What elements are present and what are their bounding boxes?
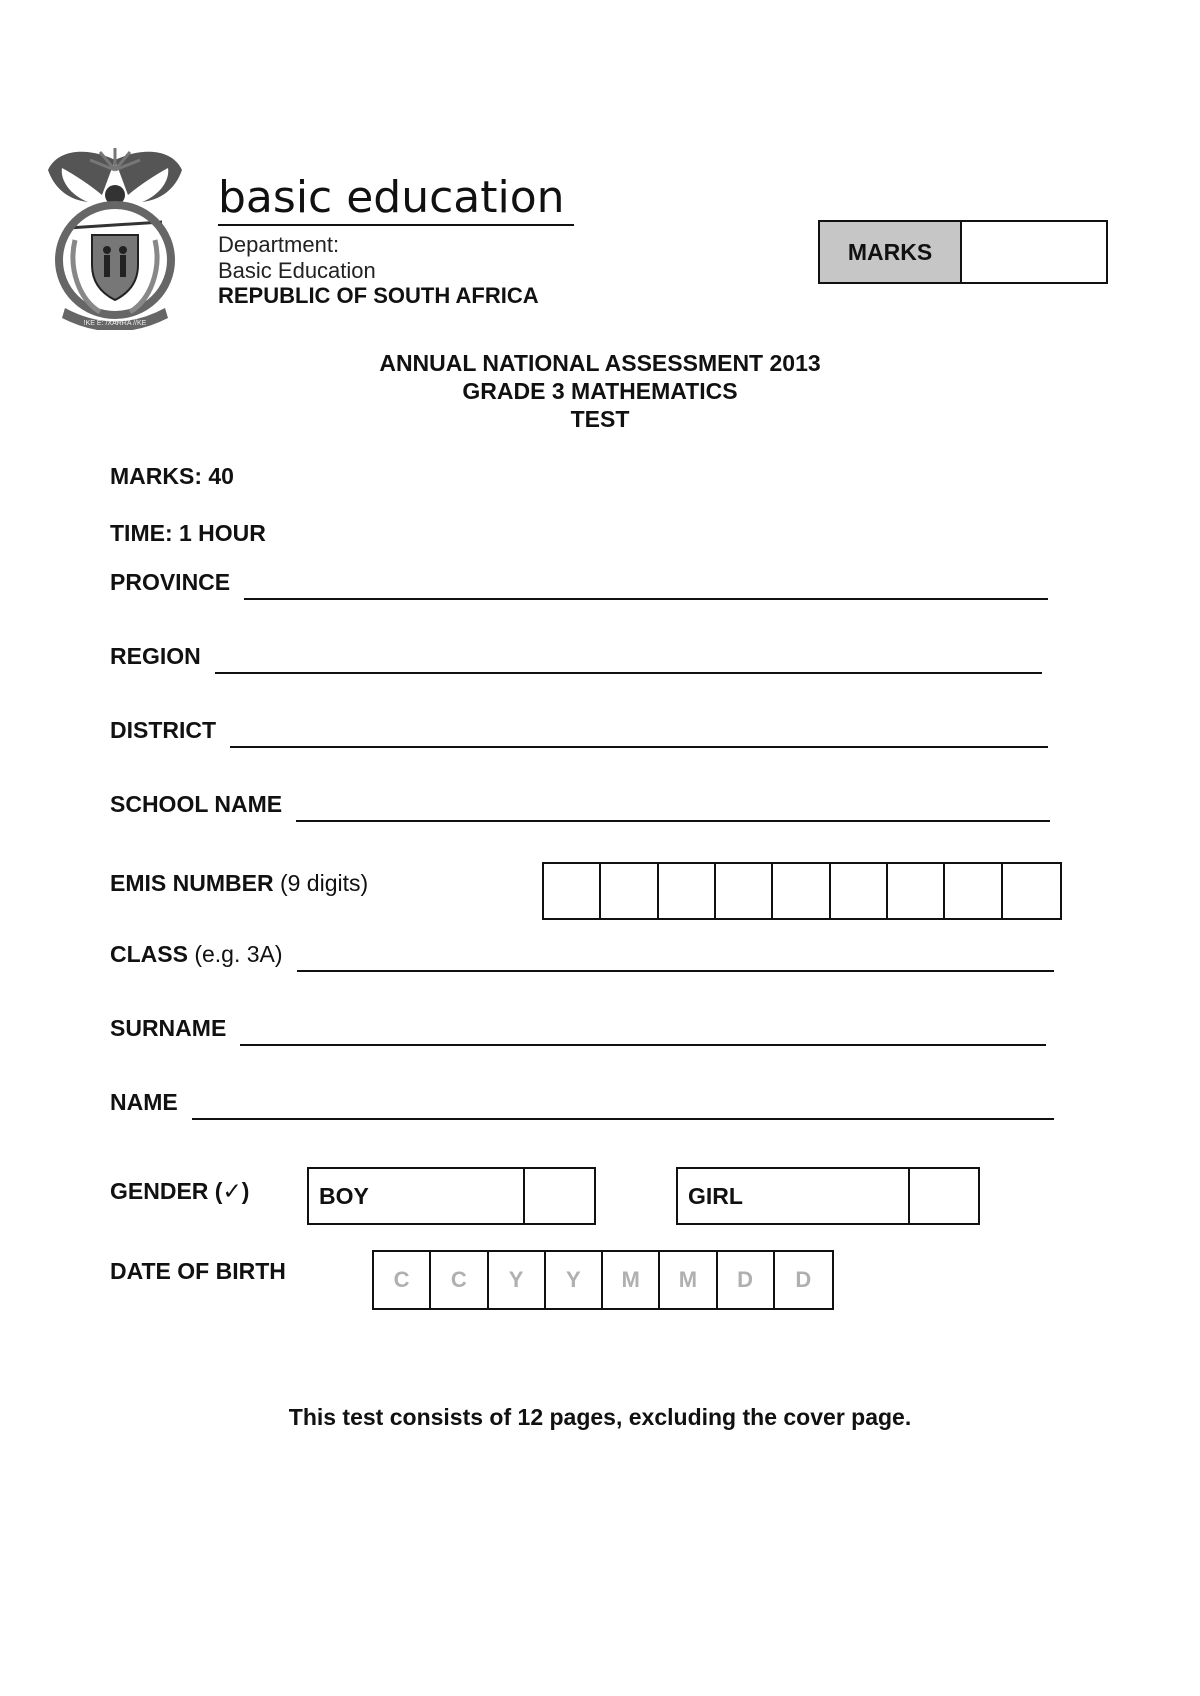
name-field [110, 1080, 1054, 1120]
school-name-label: SCHOOL NAME [110, 791, 283, 817]
time-allowed: TIME: 1 HOUR [110, 520, 266, 546]
assessment-title: ANNUAL NATIONAL ASSESSMENT 2013 [379, 350, 821, 376]
class-label-main: CLASS [110, 941, 188, 967]
region-field [110, 634, 1042, 674]
province-input-line[interactable] [244, 568, 1048, 600]
gender-boy-option [307, 1167, 596, 1225]
marks-score-box [818, 220, 1108, 284]
girl-label: GIRL [678, 1169, 910, 1223]
coat-of-arms-icon [40, 140, 190, 330]
province-field [110, 560, 1048, 600]
district-field [110, 708, 1048, 748]
emis-label-main: EMIS NUMBER [110, 870, 274, 896]
surname-label: SURNAME [110, 1015, 227, 1041]
boy-tick-box[interactable] [525, 1169, 594, 1223]
emis-digit-box[interactable] [716, 864, 773, 918]
page-count-note: This test consists of 12 pages, excluding the cover page. [288, 1404, 912, 1430]
test-label: TEST [570, 406, 630, 432]
boy-label: BOY [309, 1169, 525, 1223]
dob-day-box[interactable]: D [795, 1267, 812, 1292]
region-input-line[interactable] [215, 642, 1042, 674]
emis-digit-box[interactable] [773, 864, 830, 918]
class-input-line[interactable] [297, 940, 1054, 972]
emis-label [110, 870, 368, 897]
district-label: DISTRICT [110, 717, 217, 743]
brand-divider [218, 224, 574, 226]
dob-century-box[interactable]: C [431, 1252, 488, 1308]
emis-digit-box[interactable] [544, 864, 601, 918]
marks-score-field[interactable] [962, 222, 1106, 282]
department-name: Basic Education [218, 258, 376, 283]
province-label: PROVINCE [110, 569, 231, 595]
emis-digit-box[interactable] [1003, 864, 1060, 918]
class-label [110, 941, 283, 972]
emis-number-grid [542, 862, 1062, 920]
school-name-input-line[interactable] [296, 790, 1050, 822]
surname-input-line[interactable] [240, 1014, 1046, 1046]
crest-motto: !KE E: /XARRA //KE [83, 320, 147, 327]
emis-label-hint: (9 digits) [273, 870, 369, 896]
class-label-hint: (e.g. 3A) [187, 941, 283, 967]
dob-century-box[interactable]: C [374, 1252, 431, 1308]
dob-grid [372, 1250, 834, 1310]
dob-month-box[interactable]: M [660, 1252, 717, 1308]
emis-digit-box[interactable] [945, 864, 1002, 918]
dob-label: DATE OF BIRTH [110, 1258, 286, 1284]
dob-day-box[interactable]: D [718, 1252, 775, 1308]
gender-girl-option [676, 1167, 980, 1225]
dob-year-box[interactable]: Y [546, 1252, 603, 1308]
name-label: NAME [110, 1089, 178, 1115]
gender-label: GENDER (✓) [110, 1178, 250, 1204]
school-name-field [110, 782, 1050, 822]
emis-digit-box[interactable] [888, 864, 945, 918]
region-label: REGION [110, 643, 201, 669]
dob-year-box[interactable]: Y [489, 1252, 546, 1308]
brand-title: basic education [218, 172, 565, 223]
grade-subject: GRADE 3 MATHEMATICS [462, 378, 738, 404]
emis-digit-box[interactable] [831, 864, 888, 918]
country-name: REPUBLIC OF SOUTH AFRICA [218, 283, 539, 308]
dob-month-box[interactable]: M [603, 1252, 660, 1308]
surname-field [110, 1006, 1046, 1046]
name-input-line[interactable] [192, 1088, 1054, 1120]
girl-tick-box[interactable] [910, 1169, 978, 1223]
marks-score-label: MARKS [820, 222, 962, 282]
emis-digit-box[interactable] [659, 864, 716, 918]
emis-digit-box[interactable] [601, 864, 658, 918]
department-label: Department: [218, 232, 340, 257]
class-field [110, 932, 1054, 972]
district-input-line[interactable] [230, 716, 1048, 748]
total-marks: MARKS: 40 [110, 463, 234, 489]
